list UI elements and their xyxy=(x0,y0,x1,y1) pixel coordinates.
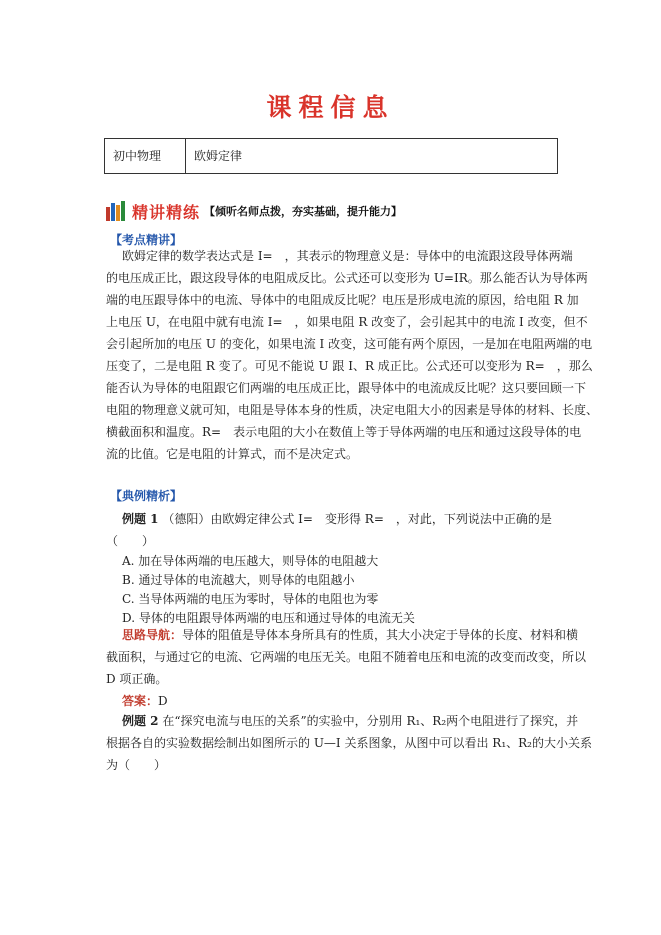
banner-title: 精讲精练 xyxy=(132,202,201,222)
example1-label: 例题 1 xyxy=(122,512,159,526)
answer-value: D xyxy=(158,694,168,708)
paragraph-line: 能否认为导体的电阻跟它们两端的电压成正比，跟导体中的电流成反比呢？这只要回顾一下 xyxy=(106,381,587,395)
topic-cell: 欧姆定律 xyxy=(194,149,243,163)
analysis-text: 截面积，与通过它的电流、它两端的电压无关。电阻不随着电压和电流的改变而改变，所以 xyxy=(106,650,587,664)
analysis-text: D 项正确。 xyxy=(106,672,168,686)
section-heading-examples: 【典例精析】 xyxy=(110,489,183,503)
example1-options xyxy=(122,552,415,628)
analysis-text: 导体的阻值是导体本身所具有的性质，其大小决定于导体的长度、材料和横 xyxy=(182,628,579,642)
paragraph-line: 流的比值。它是电阻的计算式，而不是决定式。 xyxy=(106,447,359,461)
page-title: 课程信息 xyxy=(266,93,395,122)
paragraph-line: 会引起所加的电压 U 的变化，如果电流 I 改变，这可能有两个原因，一是加在电阻两端的电 xyxy=(106,337,593,351)
example1-analysis xyxy=(106,624,587,712)
paragraph-line: 压变了，二是电阻 R 变了。可见不能说 U 跟 I、R 成正比。公式还可以变形为 R= ，那么 xyxy=(106,359,593,373)
example2-stem xyxy=(106,710,592,776)
course-info-table xyxy=(104,138,558,174)
example1-stem-text: （德阳）由欧姆定律公式 I= 变形得 R= ，对此，下列说法中正确的是 xyxy=(162,512,552,526)
section-heading-key-points: 【考点精讲】 xyxy=(110,233,183,247)
paragraph-line: 横截面积和温度。R= 表示电阻的大小在数值上等于导体两端的电压和通过这段导体的电 xyxy=(106,425,582,439)
section-banner xyxy=(106,199,402,223)
example2-text: 为（ ） xyxy=(106,758,167,772)
banner-subtitle: 【倾听名师点拨，夯实基础，提升能力】 xyxy=(204,205,403,218)
example1-stem-blank: （ ） xyxy=(106,534,155,548)
option-b: B. 通过导体的电流越大，则导体的电阻越小 xyxy=(122,573,355,587)
example2-label: 例题 2 xyxy=(122,714,159,728)
example2-text: 在“探究电流与电压的关系”的实验中，分别用 R₁、R₂两个电阻进行了探究，并 xyxy=(162,714,579,728)
key-points-paragraph xyxy=(106,245,599,465)
paragraph-line: 上电压 U，在电阻中就有电流 I= ，如果电阻 R 改变了，会引起其中的电流 I 改变，但不 xyxy=(106,315,588,329)
option-d: D. 导体的电阻跟导体两端的电压和通过导体的电流无关 xyxy=(122,611,415,625)
paragraph-line: 电阻的物理意义就可知，电阻是导体本身的性质，决定电阻大小的因素是导体的材料、长度、 xyxy=(106,403,599,417)
example2-text: 根据各自的实验数据绘制出如图所示的 U—I 关系图象，从图中可以看出 R₁、R₂的大小关系 xyxy=(106,736,592,750)
example1-stem xyxy=(106,508,564,552)
paragraph-line: 端的电压跟导体中的电流、导体中的电阻成反比呢？电压是形成电流的原因，给电阻 R 加 xyxy=(106,293,579,307)
analysis-label: 思路导航： xyxy=(122,628,183,642)
paragraph-line: 的电压成正比，跟这段导体的电阻成反比。公式还可以变形为 U=IR。那么能否认为导体两 xyxy=(106,271,588,285)
subject-cell: 初中物理 xyxy=(105,139,186,173)
paragraph-line: 欧姆定律的数学表达式是 I= ，其表示的物理意义是：导体中的电流跟这段导体两端 xyxy=(122,249,573,263)
option-a: A. 加在导体两端的电压越大，则导体的电阻越大 xyxy=(122,554,379,568)
option-c: C. 当导体两端的电压为零时，导体的电阻也为零 xyxy=(122,592,379,606)
answer-label: 答案： xyxy=(122,694,159,708)
books-icon xyxy=(106,201,128,221)
